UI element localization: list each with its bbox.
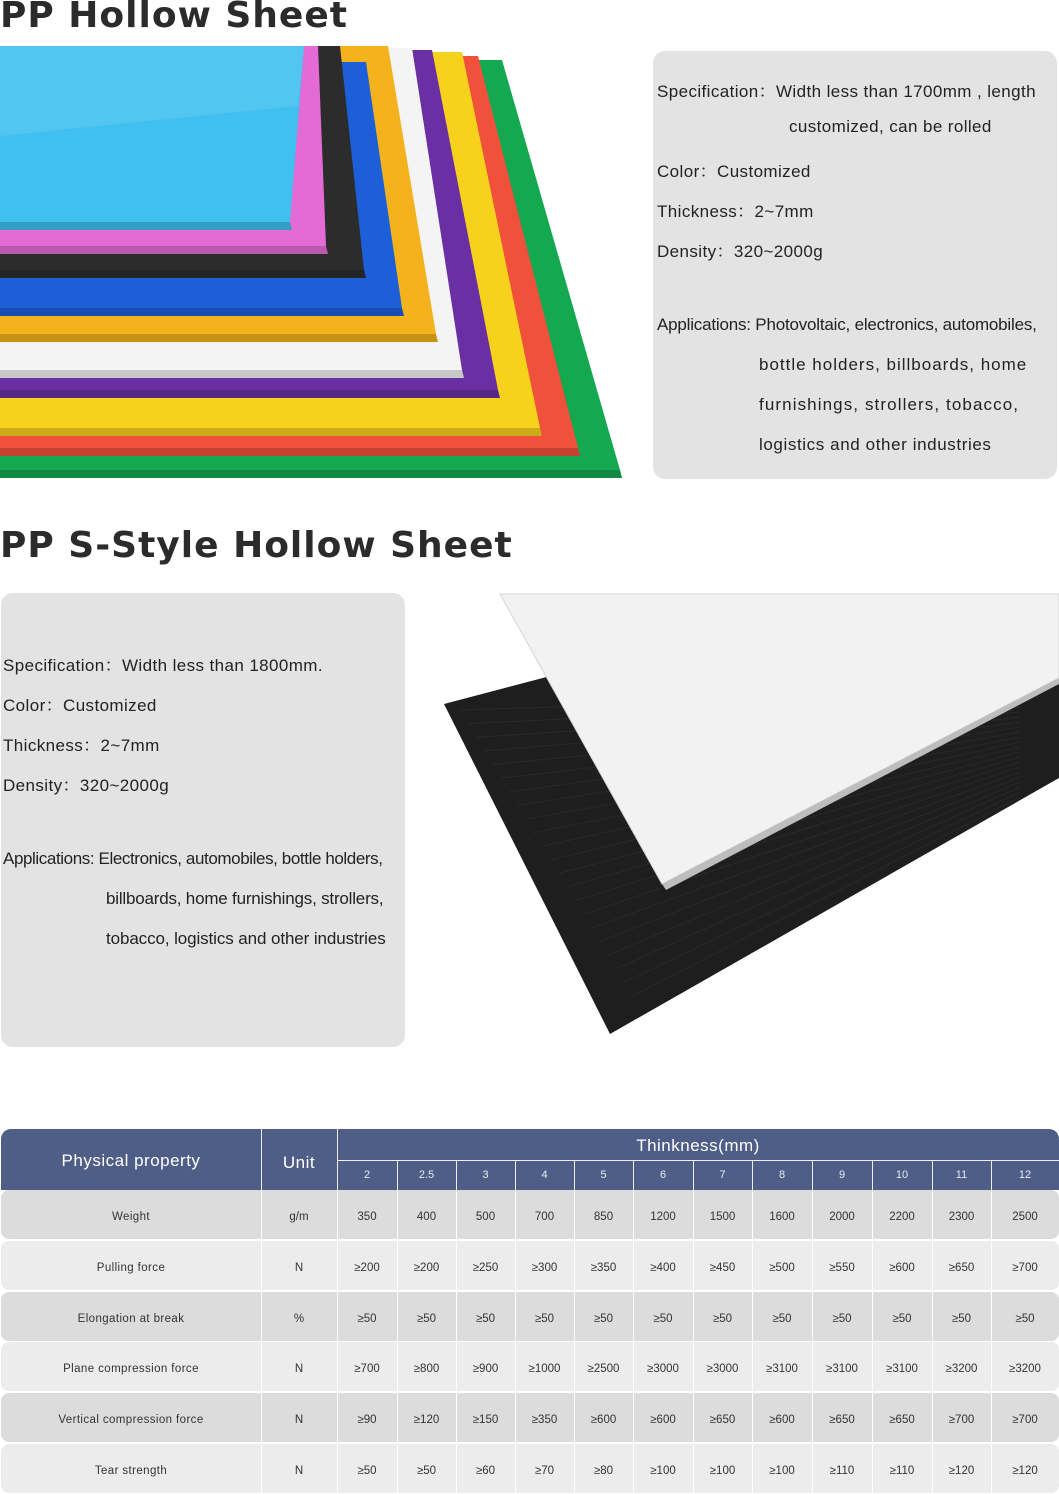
row-value: ≥250 xyxy=(472,1262,499,1274)
row-value: ≥3100 xyxy=(886,1363,918,1375)
row-value: ≥500 xyxy=(769,1262,795,1274)
column-divider xyxy=(932,1393,933,1442)
row-value: ≥800 xyxy=(413,1363,440,1375)
spec-applications: Applications: Photovoltaic, electronics, automobiles, xyxy=(657,315,1037,334)
row-value: ≥120 xyxy=(948,1465,975,1477)
column-divider xyxy=(693,1342,694,1391)
row-value: ≥700 xyxy=(1012,1414,1038,1426)
column-divider xyxy=(574,1444,575,1493)
column-divider xyxy=(752,1444,753,1493)
row-value: ≥100 xyxy=(769,1465,795,1477)
sheet-edge xyxy=(0,370,464,378)
column-divider xyxy=(633,1241,634,1290)
column-divider xyxy=(991,1444,992,1493)
row-value: ≥50 xyxy=(832,1313,852,1325)
header-thickness-col: 2 xyxy=(363,1169,371,1181)
row-value: ≥550 xyxy=(829,1262,855,1274)
spec-thickness: Thickness：2~7mm xyxy=(657,202,814,221)
header-divider xyxy=(515,1161,516,1190)
row-value: ≥2500 xyxy=(587,1363,620,1375)
physical-property-table xyxy=(1,1129,1059,1494)
column-divider xyxy=(337,1241,338,1290)
row-value: ≥120 xyxy=(1012,1465,1038,1477)
column-divider xyxy=(397,1292,398,1341)
section1-title: PP Hollow Sheet xyxy=(0,0,348,36)
header-divider xyxy=(932,1161,933,1190)
column-divider xyxy=(337,1393,338,1442)
column-divider xyxy=(693,1241,694,1290)
column-divider xyxy=(872,1241,873,1290)
row-unit: N xyxy=(294,1363,304,1375)
column-divider xyxy=(574,1393,575,1442)
table-row xyxy=(1,1342,1059,1391)
column-divider xyxy=(991,1342,992,1391)
row-value: ≥90 xyxy=(357,1414,377,1426)
row-unit: N xyxy=(294,1414,304,1426)
column-divider xyxy=(574,1292,575,1341)
row-value: ≥50 xyxy=(534,1313,555,1325)
row-value: ≥70 xyxy=(534,1465,555,1477)
row-value: ≥50 xyxy=(892,1313,912,1325)
row-unit: N xyxy=(294,1262,304,1274)
row-property: Pulling force xyxy=(96,1262,166,1274)
column-divider xyxy=(872,1342,873,1391)
row-value: ≥60 xyxy=(475,1465,496,1477)
column-divider xyxy=(574,1342,575,1391)
row-value: ≥650 xyxy=(709,1414,736,1426)
column-divider xyxy=(693,1393,694,1442)
header-thickness-col: 4 xyxy=(541,1169,548,1181)
row-value: ≥110 xyxy=(829,1465,855,1477)
column-divider xyxy=(932,1292,933,1341)
row-value: ≥120 xyxy=(413,1414,440,1426)
row-value: ≥50 xyxy=(357,1465,377,1477)
row-value: ≥100 xyxy=(650,1465,676,1477)
row-value: 2500 xyxy=(1012,1211,1038,1223)
row-value: 700 xyxy=(534,1211,555,1223)
table-row xyxy=(1,1444,1059,1493)
column-divider xyxy=(261,1292,262,1341)
section2-title: PP S-Style Hollow Sheet xyxy=(0,525,513,566)
row-property: Plane compression force xyxy=(63,1363,199,1375)
column-divider xyxy=(515,1444,516,1493)
row-value: ≥3000 xyxy=(706,1363,739,1375)
table-row xyxy=(1,1393,1059,1442)
row-value: ≥650 xyxy=(948,1262,975,1274)
column-divider xyxy=(397,1342,398,1391)
header-thickness: Thinkness(mm) xyxy=(636,1136,760,1155)
row-value: ≥50 xyxy=(593,1313,614,1325)
column-divider xyxy=(752,1190,753,1239)
column-divider xyxy=(261,1393,262,1442)
row-value: ≥3100 xyxy=(766,1363,798,1375)
row-property: Tear strength xyxy=(94,1465,168,1477)
header-divider xyxy=(337,1160,1059,1161)
table-row xyxy=(1,1292,1059,1341)
pp-hollow-sheet-stack-image xyxy=(0,46,622,480)
column-divider xyxy=(515,1393,516,1442)
header-thickness-col: 11 xyxy=(955,1169,968,1181)
pp-s-style-sheet-image xyxy=(440,592,1059,1038)
column-divider xyxy=(932,1241,933,1290)
column-divider xyxy=(397,1190,398,1239)
column-divider xyxy=(812,1190,813,1239)
row-value: ≥3200 xyxy=(1009,1363,1041,1375)
row-value: ≥900 xyxy=(472,1363,499,1375)
section2-spec-panel xyxy=(1,593,405,1047)
row-value: ≥150 xyxy=(472,1414,499,1426)
sheet-edge xyxy=(0,428,542,436)
row-value: ≥50 xyxy=(951,1313,972,1325)
section1-spec-panel xyxy=(653,51,1057,479)
column-divider xyxy=(812,1444,813,1493)
row-value: ≥300 xyxy=(531,1262,558,1274)
spec-color: Color：Customized xyxy=(3,696,157,715)
row-value: ≥1000 xyxy=(528,1363,561,1375)
row-value: ≥700 xyxy=(1012,1262,1038,1274)
column-divider xyxy=(693,1444,694,1493)
row-property: Weight xyxy=(112,1211,150,1223)
row-value: 850 xyxy=(593,1211,614,1223)
column-divider xyxy=(574,1190,575,1239)
row-value: 350 xyxy=(357,1211,377,1223)
column-divider xyxy=(633,1342,634,1391)
header-divider xyxy=(872,1161,873,1190)
column-divider xyxy=(991,1241,992,1290)
sheet-edge xyxy=(0,390,500,398)
row-value: ≥50 xyxy=(1015,1313,1035,1325)
row-value: ≥110 xyxy=(889,1465,915,1477)
header-thickness-col: 5 xyxy=(600,1169,607,1181)
row-value: 500 xyxy=(475,1211,496,1223)
row-value: ≥50 xyxy=(653,1313,673,1325)
row-value: 1200 xyxy=(650,1211,676,1223)
row-value: ≥650 xyxy=(889,1414,915,1426)
column-divider xyxy=(872,1444,873,1493)
header-thickness-col: 12 xyxy=(1018,1169,1032,1181)
column-divider xyxy=(872,1190,873,1239)
column-divider xyxy=(456,1393,457,1442)
row-value: ≥650 xyxy=(829,1414,855,1426)
column-divider xyxy=(261,1342,262,1391)
header-divider xyxy=(261,1129,262,1190)
row-value: ≥50 xyxy=(357,1313,377,1325)
column-divider xyxy=(337,1444,338,1493)
column-divider xyxy=(397,1444,398,1493)
row-value: ≥600 xyxy=(769,1414,795,1426)
sheet-edge xyxy=(0,246,328,254)
column-divider xyxy=(633,1393,634,1442)
column-divider xyxy=(693,1190,694,1239)
spec-applications-cont-1: bottle holders, billboards, home xyxy=(759,355,1028,374)
row-value: ≥50 xyxy=(772,1313,792,1325)
row-value: 1600 xyxy=(769,1211,795,1223)
spec-applications-cont-3: logistics and other industries xyxy=(759,435,992,454)
column-divider xyxy=(752,1342,753,1391)
column-divider xyxy=(456,1190,457,1239)
row-value: ≥350 xyxy=(590,1262,617,1274)
row-value: ≥50 xyxy=(712,1313,733,1325)
spec-thickness: Thickness：2~7mm xyxy=(3,736,160,755)
column-divider xyxy=(932,1342,933,1391)
header-divider xyxy=(633,1161,634,1190)
row-value: ≥400 xyxy=(650,1262,676,1274)
column-divider xyxy=(633,1292,634,1341)
row-value: ≥3100 xyxy=(826,1363,858,1375)
row-value: 2300 xyxy=(948,1211,975,1223)
header-divider xyxy=(991,1161,992,1190)
header-unit: Unit xyxy=(282,1153,316,1172)
header-thickness-col: 10 xyxy=(895,1169,909,1181)
header-divider xyxy=(812,1161,813,1190)
column-divider xyxy=(261,1190,262,1239)
column-divider xyxy=(991,1393,992,1442)
column-divider xyxy=(397,1241,398,1290)
column-divider xyxy=(574,1241,575,1290)
row-value: ≥600 xyxy=(889,1262,915,1274)
row-unit: % xyxy=(293,1313,305,1325)
row-unit: g/m xyxy=(289,1211,309,1223)
header-thickness-col: 8 xyxy=(778,1169,786,1181)
sheet-edge xyxy=(0,308,404,316)
header-thickness-col: 6 xyxy=(659,1169,667,1181)
column-divider xyxy=(812,1241,813,1290)
table-row xyxy=(1,1190,1059,1239)
row-value: ≥3200 xyxy=(945,1363,978,1375)
column-divider xyxy=(337,1190,338,1239)
column-divider xyxy=(261,1241,262,1290)
sheet-edge xyxy=(0,334,438,342)
row-value: ≥100 xyxy=(709,1465,736,1477)
header-divider xyxy=(693,1161,694,1190)
header-divider xyxy=(752,1161,753,1190)
row-value: ≥600 xyxy=(650,1414,676,1426)
spec-color: Color：Customized xyxy=(657,162,811,181)
column-divider xyxy=(456,1292,457,1341)
column-divider xyxy=(812,1292,813,1341)
row-value: 2200 xyxy=(889,1211,915,1223)
column-divider xyxy=(515,1342,516,1391)
column-divider xyxy=(633,1444,634,1493)
column-divider xyxy=(515,1190,516,1239)
row-unit: N xyxy=(294,1465,304,1477)
row-value: ≥200 xyxy=(413,1262,440,1274)
spec-applications-cont-2: furnishings, strollers, tobacco, xyxy=(759,395,1020,414)
header-divider xyxy=(574,1161,575,1190)
column-divider xyxy=(872,1393,873,1442)
sheet-edge xyxy=(0,270,366,278)
column-divider xyxy=(693,1292,694,1341)
row-value: ≥700 xyxy=(948,1414,975,1426)
column-divider xyxy=(812,1393,813,1442)
header-thickness-col: 7 xyxy=(719,1169,726,1181)
row-value: ≥600 xyxy=(590,1414,617,1426)
row-value: ≥80 xyxy=(593,1465,614,1477)
column-divider xyxy=(991,1292,992,1341)
row-property: Elongation at break xyxy=(77,1313,185,1325)
row-value: ≥350 xyxy=(531,1414,558,1426)
table-row xyxy=(1,1241,1059,1290)
header-thickness-col: 3 xyxy=(482,1169,489,1181)
sheet-edge xyxy=(0,470,622,478)
row-value: 2000 xyxy=(829,1211,855,1223)
row-value: 400 xyxy=(416,1211,437,1223)
column-divider xyxy=(261,1444,262,1493)
header-thickness-col: 9 xyxy=(838,1169,846,1181)
row-value: ≥50 xyxy=(475,1313,496,1325)
column-divider xyxy=(872,1292,873,1341)
column-divider xyxy=(752,1241,753,1290)
header-divider xyxy=(456,1161,457,1190)
column-divider xyxy=(752,1393,753,1442)
row-property: Vertical compression force xyxy=(58,1414,204,1426)
spec-specification: Specification：Width less than 1800mm. xyxy=(3,656,323,675)
column-divider xyxy=(633,1190,634,1239)
spec-density: Density：320~2000g xyxy=(3,776,170,795)
column-divider xyxy=(812,1342,813,1391)
spec-applications-cont-1: billboards, home furnishings, strollers, xyxy=(106,889,384,908)
column-divider xyxy=(337,1292,338,1341)
column-divider xyxy=(752,1292,753,1341)
row-value: ≥50 xyxy=(416,1465,437,1477)
column-divider xyxy=(456,1342,457,1391)
spec-applications: Applications: Electronics, automobiles, bottle holders, xyxy=(3,849,383,868)
row-value: ≥200 xyxy=(354,1262,380,1274)
column-divider xyxy=(456,1241,457,1290)
column-divider xyxy=(397,1393,398,1442)
column-divider xyxy=(515,1241,516,1290)
sheet-edge xyxy=(0,448,580,456)
header-divider xyxy=(397,1161,398,1190)
spec-specification-cont: customized, can be rolled xyxy=(789,117,992,136)
spec-applications-cont-2: tobacco, logistics and other industries xyxy=(106,929,386,948)
header-thickness-col: 2.5 xyxy=(418,1169,435,1181)
column-divider xyxy=(932,1444,933,1493)
row-value: ≥50 xyxy=(416,1313,437,1325)
row-value: ≥3000 xyxy=(647,1363,679,1375)
sheet-edge xyxy=(0,222,292,230)
column-divider xyxy=(337,1342,338,1391)
row-value: ≥450 xyxy=(709,1262,736,1274)
spec-density: Density：320~2000g xyxy=(657,242,824,261)
column-divider xyxy=(991,1190,992,1239)
row-value: ≥700 xyxy=(354,1363,380,1375)
header-physical-property: Physical property xyxy=(61,1151,201,1170)
column-divider xyxy=(515,1292,516,1341)
column-divider xyxy=(932,1190,933,1239)
row-value: 1500 xyxy=(709,1211,736,1223)
spec-specification: Specification：Width less than 1700mm , length xyxy=(657,82,1036,101)
column-divider xyxy=(456,1444,457,1493)
